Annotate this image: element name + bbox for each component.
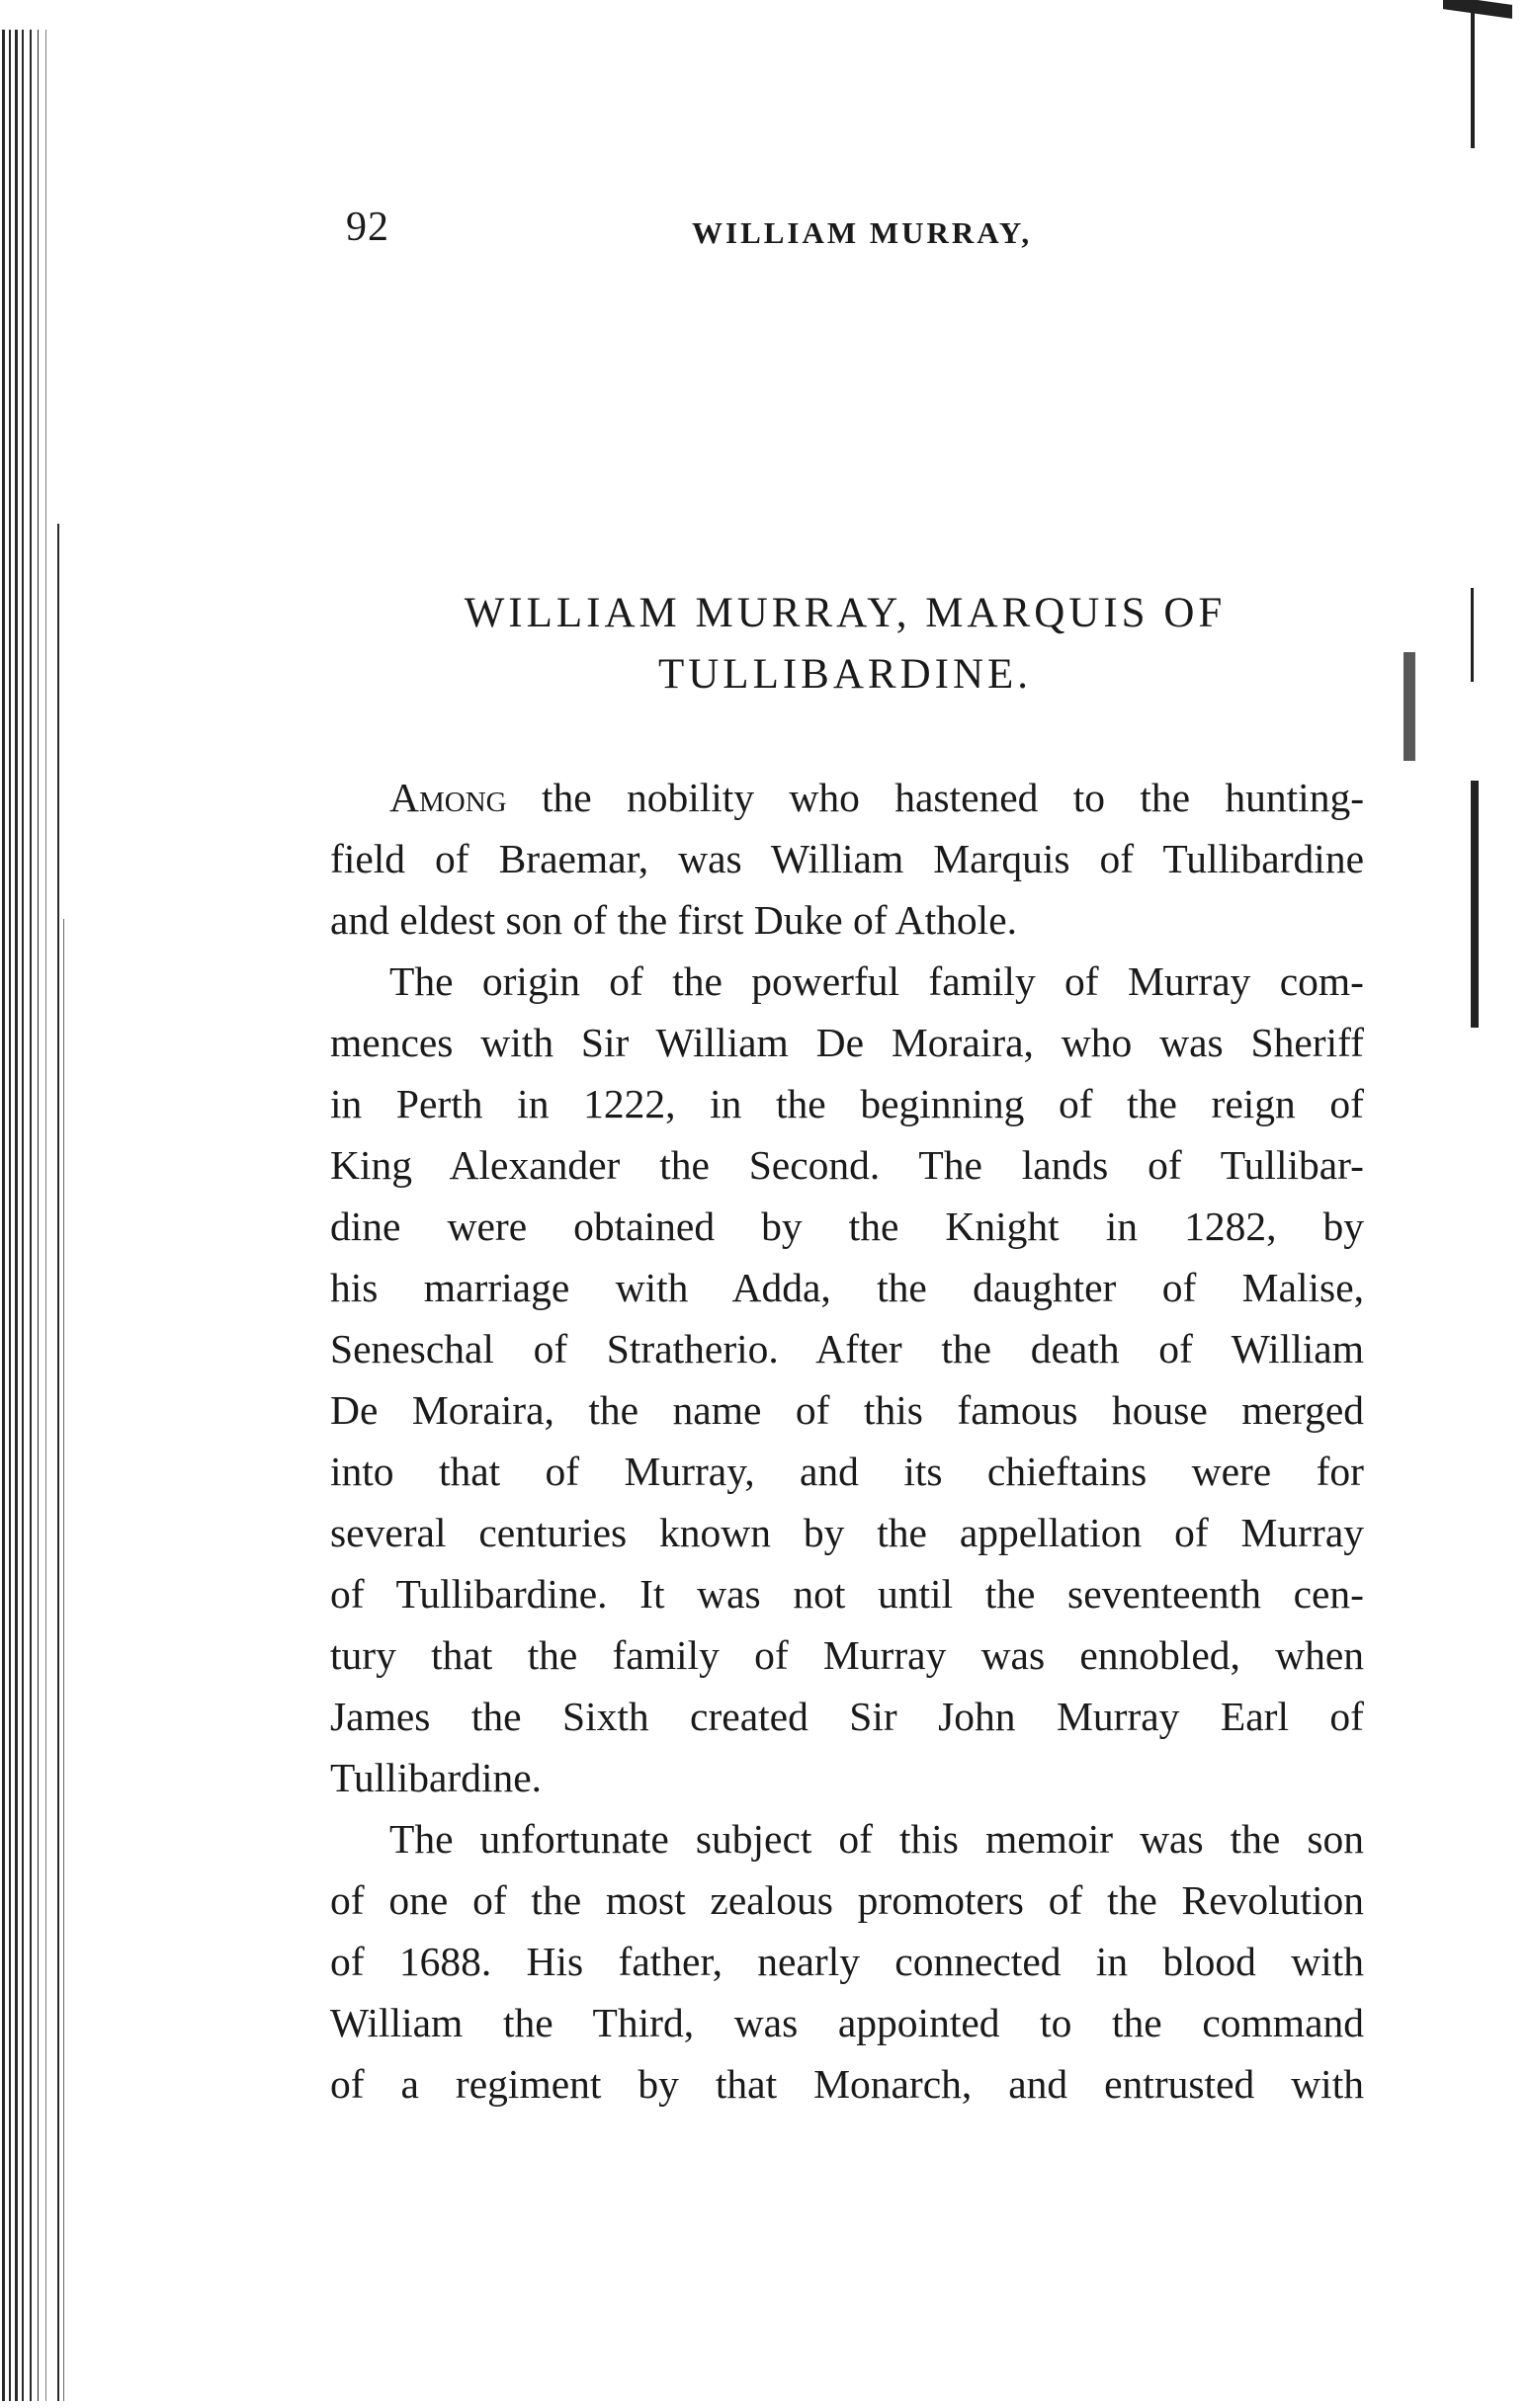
paragraph-2-line-1: The origin of the powerful family of Murray com- xyxy=(389,958,1364,1004)
paragraph-3-line-2: of one of the most zealous promoters of the Revolution xyxy=(330,1877,1364,1923)
body-text xyxy=(330,767,1364,2115)
chapter-title-line-1: WILLIAM MURRAY, MARQUIS OF xyxy=(464,590,1227,636)
paragraph-3-line-5: of a regiment by that Monarch, and entrusted with xyxy=(330,2061,1364,2107)
edge-mark-top-right xyxy=(1443,0,1512,19)
paragraph-2-line-2: mences with Sir William De Moraira, who was Sheriff xyxy=(330,1020,1364,1065)
paragraph-2-line-12: tury that the family of Murray was ennobled, when xyxy=(330,1632,1364,1678)
paragraph-2-line-14: Tullibardine. xyxy=(330,1755,543,1800)
running-title: WILLIAM MURRAY, xyxy=(692,215,1033,250)
paragraph-2-line-8: De Moraira, the name of this famous house merged xyxy=(330,1387,1364,1433)
edge-mark-right-1 xyxy=(1471,588,1474,682)
paragraph-3-line-3: of 1688. His father, nearly connected in blood with xyxy=(330,1939,1364,1984)
paragraph-1-line-1 xyxy=(330,767,1364,828)
chapter-title-line-2: TULLIBARDINE. xyxy=(657,651,1033,698)
paragraph-2-line-9: into that of Murray, and its chieftains were for xyxy=(330,1449,1364,1494)
paragraph-2-line-3: in Perth in 1222, in the beginning of the reign of xyxy=(330,1081,1364,1126)
edge-mark-right-3 xyxy=(1471,781,1479,1028)
edge-mark-right-2 xyxy=(1403,652,1415,761)
paragraph-2-line-6: his marriage with Adda, the daughter of Malise, xyxy=(330,1265,1364,1310)
paragraph-2-line-13: James the Sixth created Sir John Murray Earl of xyxy=(330,1694,1364,1739)
paragraph-2-line-10: several centuries known by the appellation of Murray xyxy=(330,1510,1364,1555)
paragraph-1-line-2: field of Braemar, was William Marquis of Tullibardine xyxy=(330,836,1364,881)
paragraph-1-first-word: Among xyxy=(389,775,507,820)
binding-edge xyxy=(0,30,69,2401)
paragraph-3-line-1: The unfortunate subject of this memoir was the son xyxy=(389,1816,1364,1862)
paragraph-3-line-4: William the Third, was appointed to the command xyxy=(330,2000,1364,2045)
paragraph-2-line-11: of Tullibardine. It was not until the seventeenth cen- xyxy=(330,1571,1364,1617)
chapter-title xyxy=(326,583,1364,706)
paragraph-2-line-4: King Alexander the Second. The lands of Tullibar- xyxy=(330,1142,1364,1188)
paragraph-2-line-5: dine were obtained by the Knight in 1282, by xyxy=(330,1204,1364,1249)
running-head xyxy=(336,198,1374,257)
edge-mark-top-right-stem xyxy=(1471,0,1475,148)
paragraph-1-line-3: and eldest son of the first Duke of Athole. xyxy=(330,897,1017,943)
paragraph-1-line-1-text: the nobility who hastened to the hunting- xyxy=(541,775,1365,820)
paragraph-2-line-7: Seneschal of Stratherio. After the death of William xyxy=(330,1326,1364,1371)
page-number: 92 xyxy=(346,205,389,250)
